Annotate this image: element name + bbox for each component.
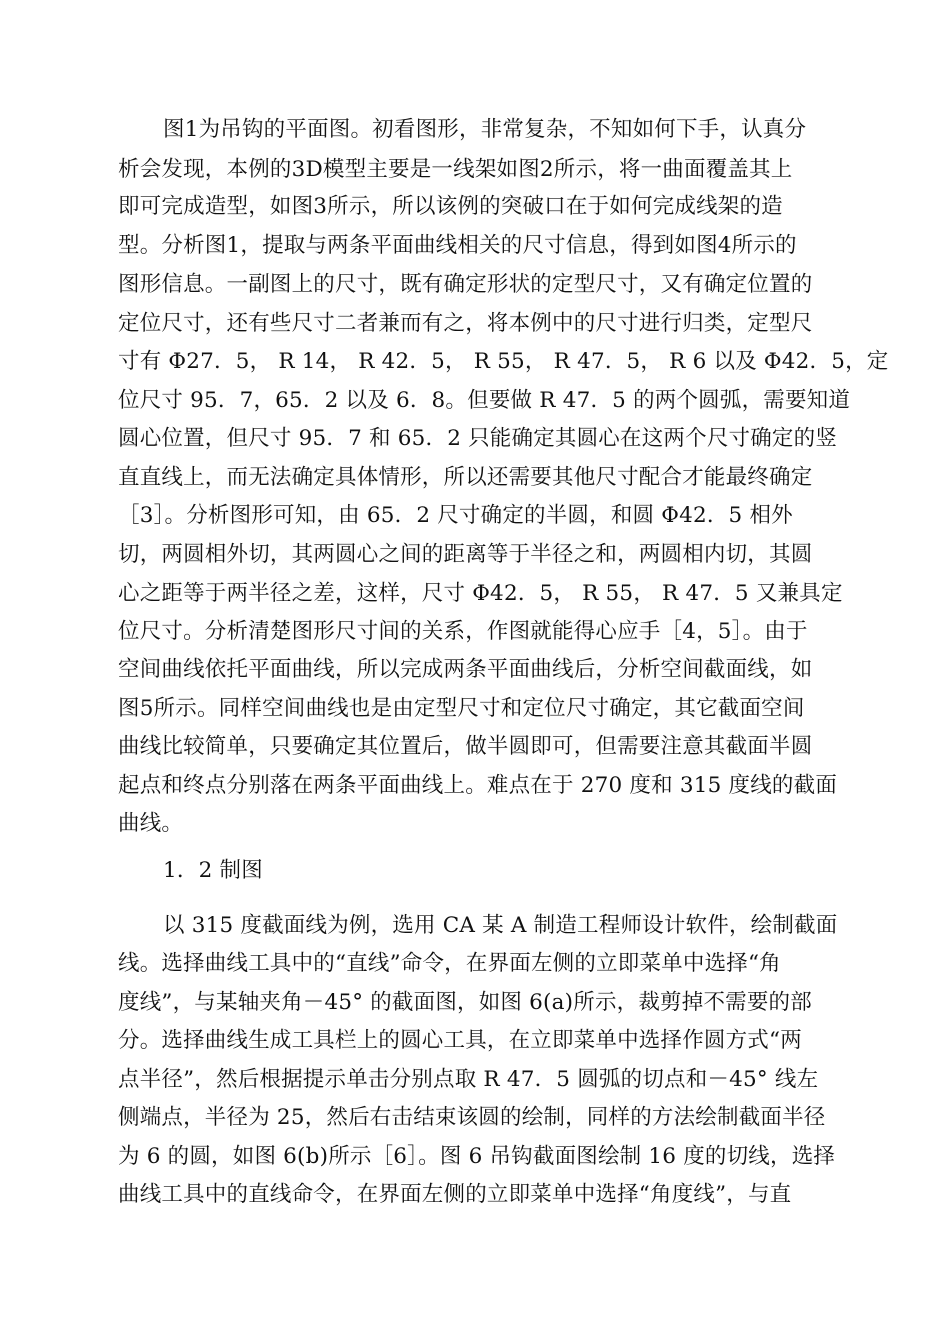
text-line: 分。选择曲线生成工具栏上的圆心工具，在立即菜单中选择作圆方式“两	[118, 1028, 802, 1053]
text-line: 以 315 度截面线为例，选用 CA 某 A 制造工程师设计软件，绘制截面	[163, 913, 838, 938]
text-line: 位尺寸。分析清楚图形尺寸间的关系，作图就能得心应手［4，5］。由于	[118, 619, 808, 644]
text-line: ［3］。分析图形可知，由 65．2 尺寸确定的半圆，和圆 Φ42．5 相外	[118, 503, 793, 528]
text-line: 图5所示。同样空间曲线也是由定型尺寸和定位尺寸确定，其它截面空间	[118, 696, 805, 721]
text-line: 曲线比较简单，只要确定其位置后，做半圆即可，但需要注意其截面半圆	[118, 734, 813, 759]
text-line: 起点和终点分别落在两条平面曲线上。难点在于 270 度和 315 度线的截面	[118, 773, 838, 798]
section-heading: 1．2 制图	[163, 858, 263, 883]
text-line: 度线”，与某轴夹角－45° 的截面图，如图 6(a)所示，裁剪掉不需要的部	[118, 990, 812, 1015]
text-line: 位尺寸 95．7，65．2 以及 6．8。但要做 R 47．5 的两个圆弧，需要知道	[118, 388, 851, 413]
text-line: 侧端点，半径为 25，然后右击结束该圆的绘制，同样的方法绘制截面半径	[118, 1105, 826, 1130]
text-line: 定位尺寸，还有些尺寸二者兼而有之，将本例中的尺寸进行归类，定型尺	[118, 311, 813, 336]
text-line: 圆心位置，但尺寸 95．7 和 65．2 只能确定其圆心在这两个尺寸确定的竖	[118, 426, 838, 451]
text-line: 为 6 的圆，如图 6(b)所示［6］。图 6 吊钩截面图绘制 16 度的切线，选择	[118, 1144, 836, 1169]
text-line: 图形信息。一副图上的尺寸，既有确定形状的定型尺寸，又有确定位置的	[118, 272, 813, 297]
text-line: 点半径”，然后根据提示单击分别点取 R 47．5 圆弧的切点和－45° 线左	[118, 1067, 819, 1092]
text-line: 即可完成造型，如图3所示，所以该例的突破口在于如何完成线架的造	[118, 194, 783, 219]
text-line: 曲线工具中的直线命令，在界面左侧的立即菜单中选择“角度线”，与直	[118, 1182, 792, 1207]
text-line: 型。分析图1，提取与两条平面曲线相关的尺寸信息，得到如图4所示的	[118, 233, 797, 258]
text-line: 直直线上，而无法确定具体情形，所以还需要其他尺寸配合才能最终确定	[118, 465, 813, 490]
text-line: 空间曲线依托平面曲线，所以完成两条平面曲线后，分析空间截面线，如	[118, 657, 813, 682]
text-line: 寸有 Φ27．5， R 14， R 42．5， R 55， R 47．5， R 6 以及 Φ42．5，定	[118, 349, 889, 374]
text-line: 切，两圆相外切，其两圆心之间的距离等于半径之和，两圆相内切，其圆	[118, 542, 813, 567]
text-line: 心之距等于两半径之差，这样，尺寸 Φ42．5， R 55， R 47．5 又兼具定	[118, 581, 843, 606]
text-line: 析会发现，本例的3D模型主要是一线架如图2所示，将一曲面覆盖其上	[118, 157, 793, 182]
text-line: 图1为吊钩的平面图。初看图形，非常复杂，不知如何下手，认真分	[163, 117, 807, 142]
text-line: 曲线。	[118, 811, 184, 836]
text-line: 线。选择曲线工具中的“直线”命令，在界面左侧的立即菜单中选择“角	[118, 951, 781, 976]
